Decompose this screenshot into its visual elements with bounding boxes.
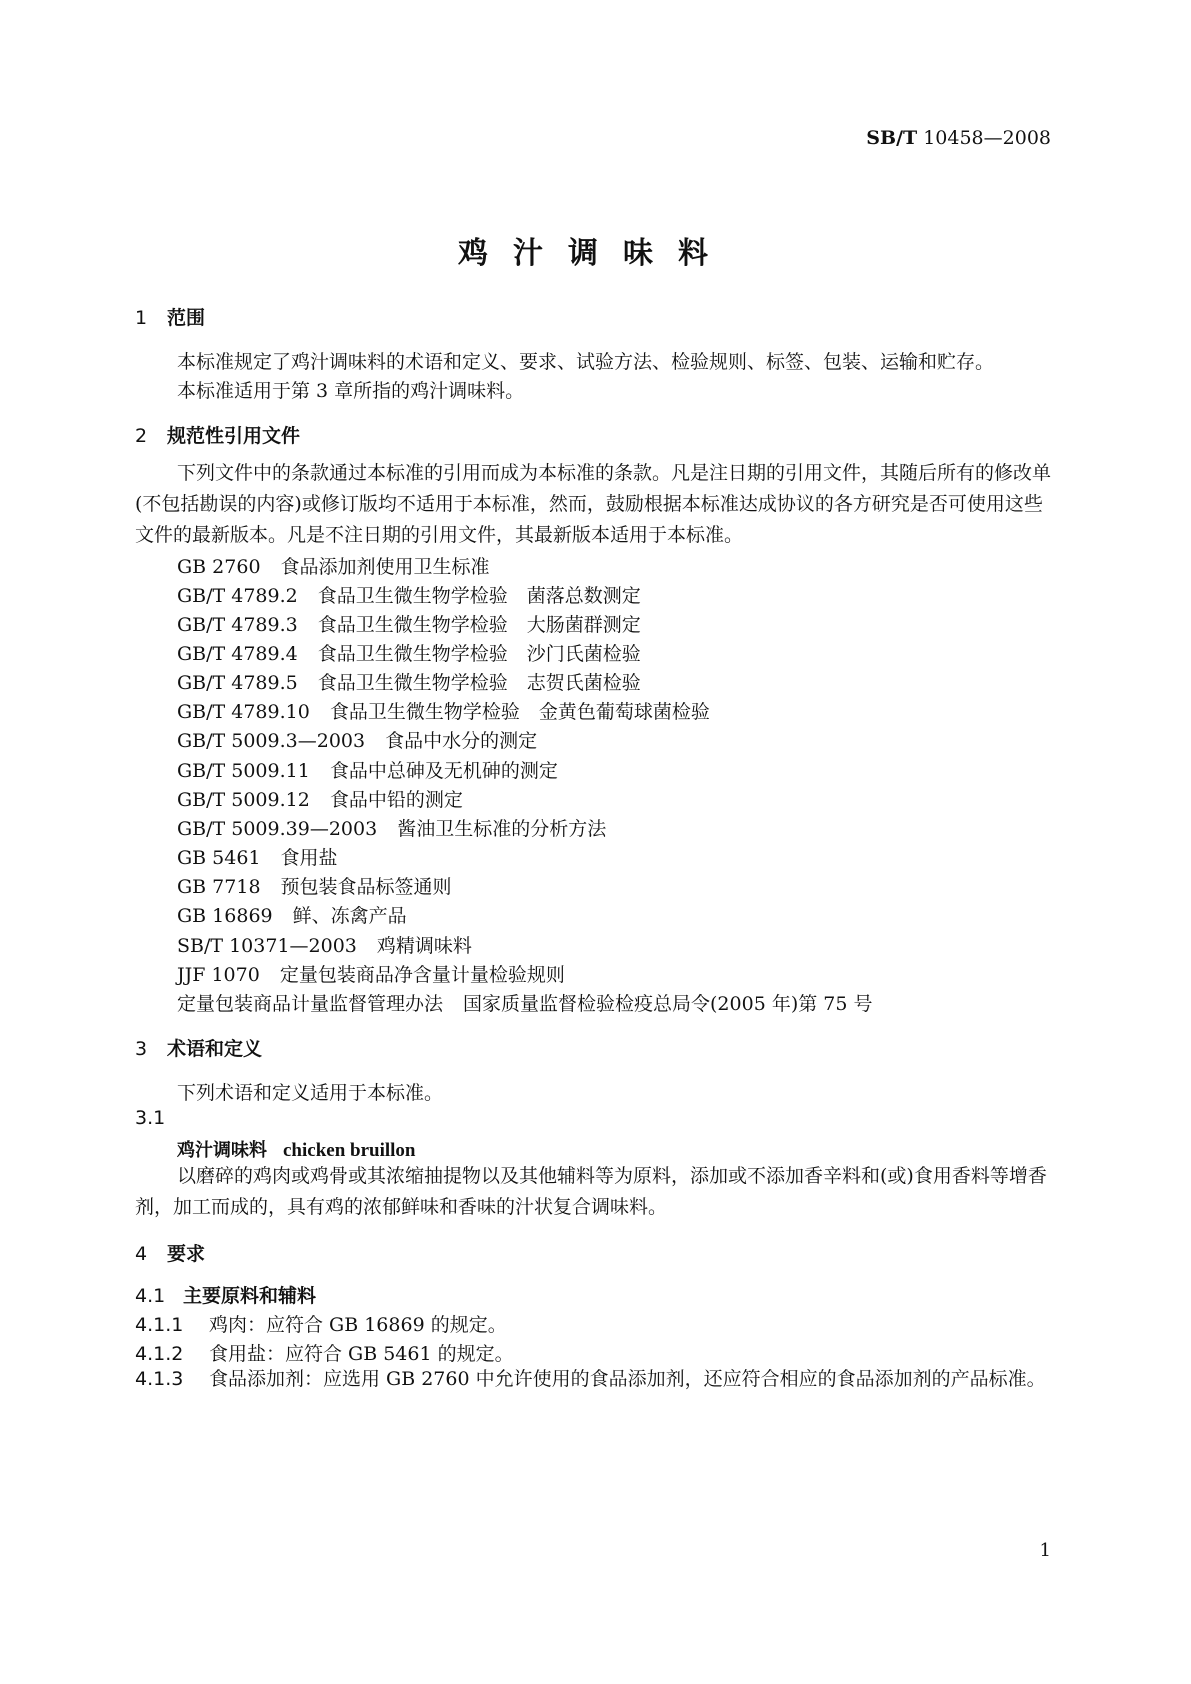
reference-code: GB/T 4789.10 <box>177 701 310 723</box>
reference-item <box>177 697 710 724</box>
section-number: 4 <box>135 1243 148 1265</box>
clause-number: 4.1.1 <box>135 1314 184 1336</box>
clause-text: 鸡肉：应符合 GB 16869 的规定。 <box>209 1314 507 1336</box>
reference-item <box>177 785 463 812</box>
reference-title: 食品中铅的测定 <box>329 789 463 811</box>
reference-title: 定量包装商品净含量计量检验规则 <box>279 964 565 986</box>
reference-code: GB/T 4789.4 <box>177 643 298 665</box>
clause <box>135 1310 507 1337</box>
subsection-number: 4.1 <box>135 1285 166 1307</box>
reference-code: GB 5461 <box>177 847 261 869</box>
norm-refs-intro: 下列文件中的条款通过本标准的引用而成为本标准的条款。凡是注日期的引用文件，其随后所有的修改单(不包括勘误的内容)或修订版均不适用于本标准，然而，鼓励根据本标准达成协议的各方研究是否可使用这些文件的最新版本。凡是不注日期的引用文件，其最新版本适用于本标准。 <box>135 462 1052 546</box>
reference-item <box>177 581 641 608</box>
section-1-heading <box>135 303 205 330</box>
reference-item <box>177 552 490 579</box>
standard-code <box>866 127 1051 149</box>
clause-number: 4.1.2 <box>135 1343 184 1365</box>
section-3-heading <box>135 1034 262 1061</box>
reference-title: 食品卫生微生物学检验 金黄色葡萄球菌检验 <box>329 701 710 723</box>
document-title: 鸡汁调味料 <box>458 236 733 271</box>
section-title: 范围 <box>167 307 206 329</box>
section-title: 术语和定义 <box>167 1038 263 1060</box>
section-number: 2 <box>135 425 148 447</box>
reference-title: 酱油卫生标准的分析方法 <box>397 818 607 840</box>
reference-title: 食品中水分的测定 <box>385 730 538 752</box>
clause-number: 4.1.3 <box>135 1368 184 1390</box>
term-number: 3.1 <box>135 1107 166 1129</box>
reference-item <box>177 843 338 870</box>
scope-paragraph-2: 本标准适用于第 3 章所指的鸡汁调味料。 <box>177 380 525 402</box>
reference-item <box>177 726 537 753</box>
scope-paragraph-1: 本标准规定了鸡汁调味料的术语和定义、要求、试验方法、检验规则、标签、包装、运输和贮存。 <box>177 351 995 373</box>
reference-title: 食品卫生微生物学检验 大肠菌群测定 <box>317 614 641 636</box>
page-number: 1 <box>1039 1540 1051 1561</box>
section-number: 1 <box>135 307 148 329</box>
reference-title: 鲜、冻禽产品 <box>292 905 407 927</box>
clause <box>135 1339 514 1366</box>
clause-text: 食品添加剂：应选用 GB 2760 中允许使用的食品添加剂，还应符合相应的食品添加剂的产品标准。 <box>209 1368 1046 1390</box>
reference-item <box>177 989 873 1016</box>
reference-item <box>177 960 565 987</box>
standard-code-prefix: SB/T <box>866 127 918 149</box>
section-title: 规范性引用文件 <box>167 425 301 447</box>
reference-title: 食品卫生微生物学检验 菌落总数测定 <box>317 585 641 607</box>
section-2-heading <box>135 421 300 448</box>
reference-code: GB/T 5009.12 <box>177 789 310 811</box>
section-4-heading <box>135 1239 205 1266</box>
reference-item <box>177 931 472 958</box>
term-heading <box>177 1136 416 1162</box>
reference-title: 鸡精调味料 <box>376 935 472 957</box>
subsection-title: 主要原料和辅料 <box>183 1285 317 1307</box>
reference-code: GB/T 4789.2 <box>177 585 298 607</box>
terms-intro: 下列术语和定义适用于本标准。 <box>177 1082 444 1104</box>
reference-item <box>177 872 452 899</box>
reference-title: 食品添加剂使用卫生标准 <box>280 556 490 578</box>
reference-code: SB/T 10371—2003 <box>177 935 357 957</box>
reference-code: 定量包装商品计量监督管理办法 <box>177 993 444 1015</box>
reference-code: GB/T 5009.11 <box>177 760 310 782</box>
reference-title: 食品中总砷及无机砷的测定 <box>329 760 558 782</box>
reference-item <box>177 814 606 841</box>
clause <box>135 1364 1057 1395</box>
reference-item <box>177 756 558 783</box>
reference-code: GB/T 5009.3—2003 <box>177 730 366 752</box>
term-chinese: 鸡汁调味料 <box>177 1140 267 1161</box>
reference-title: 食品卫生微生物学检验 沙门氏菌检验 <box>317 643 641 665</box>
term-definition: 以磨碎的鸡肉或鸡骨或其浓缩抽提物以及其他辅料等为原料，添加或不添加香辛料和(或)食用香料等增香剂，加工而成的，具有鸡的浓郁鲜味和香味的汁状复合调味料。 <box>135 1165 1047 1218</box>
section-number: 3 <box>135 1038 148 1060</box>
reference-title: 食品卫生微生物学检验 志贺氏菌检验 <box>317 672 641 694</box>
reference-title: 食用盐 <box>280 847 338 869</box>
reference-title: 国家质量监督检验检疫总局令(2005 年)第 75 号 <box>463 993 873 1015</box>
clause-text: 食用盐：应符合 GB 5461 的规定。 <box>209 1343 514 1365</box>
term-english: chicken bruillon <box>283 1140 416 1161</box>
reference-code: GB 7718 <box>177 876 261 898</box>
reference-code: GB 2760 <box>177 556 261 578</box>
reference-item <box>177 610 641 637</box>
reference-item <box>177 901 407 928</box>
reference-code: GB/T 4789.3 <box>177 614 298 636</box>
reference-title: 预包装食品标签通则 <box>280 876 452 898</box>
subsection-4-1-heading <box>135 1281 316 1308</box>
reference-item <box>177 639 641 666</box>
reference-code: GB/T 5009.39—2003 <box>177 818 378 840</box>
standard-code-number: 10458—2008 <box>917 127 1051 149</box>
reference-code: JJF 1070 <box>177 964 260 986</box>
section-title: 要求 <box>167 1243 206 1265</box>
reference-code: GB 16869 <box>177 905 273 927</box>
reference-item <box>177 668 641 695</box>
reference-code: GB/T 4789.5 <box>177 672 298 694</box>
